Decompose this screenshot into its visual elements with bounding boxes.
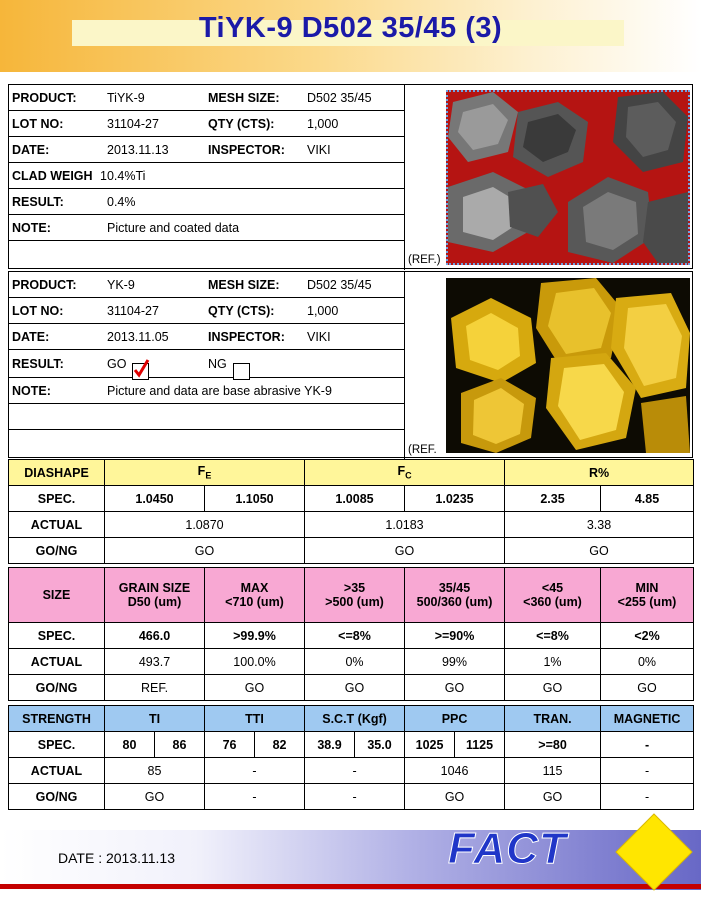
strength-header: STRENGTH — [9, 706, 105, 732]
mesh-label: MESH SIZE: — [208, 278, 280, 292]
table-cell: 1025 — [405, 732, 455, 758]
lot-label: LOT NO: — [12, 304, 64, 318]
footer-date: DATE : 2013.11.13 — [58, 850, 175, 866]
header-line: <710 (um) — [225, 595, 284, 609]
date-label: DATE: — [12, 143, 50, 157]
row-label: SPEC. — [9, 623, 105, 649]
note-value: Picture and coated data — [107, 221, 240, 235]
table-cell: GO — [305, 538, 505, 564]
row-label: ACTUAL — [9, 512, 105, 538]
go-label: GO — [107, 357, 127, 371]
table-cell: - — [601, 758, 694, 784]
table-cell: GO — [405, 675, 505, 701]
table-cell: - — [601, 784, 694, 810]
table-header-row — [9, 568, 694, 623]
grain-size-header — [105, 568, 205, 623]
table-cell: GO — [405, 784, 505, 810]
table-cell: - — [601, 732, 694, 758]
table-cell: 85 — [105, 758, 205, 784]
ref-label: (REF.) — [408, 254, 441, 266]
table-cell: 1.0183 — [305, 512, 505, 538]
table-cell: GO — [601, 675, 694, 701]
ti-header: TI — [105, 706, 205, 732]
coated-diamond-image — [448, 92, 688, 263]
ppc-header: PPC — [405, 706, 505, 732]
table-row — [9, 538, 694, 564]
fe-symbol: F — [197, 464, 206, 479]
row-label: GO/NG — [9, 675, 105, 701]
base-product-info — [8, 271, 693, 458]
page-title: TiYK-9 D502 35/45 (3) — [198, 12, 503, 44]
divider — [404, 85, 405, 270]
fc-subscript: C — [405, 470, 412, 481]
table-cell: 1.0870 — [105, 512, 305, 538]
note-label: NOTE: — [12, 221, 51, 235]
table-cell: 86 — [155, 732, 205, 758]
go-option — [107, 357, 126, 371]
over-35-header — [305, 568, 405, 623]
table-cell: 115 — [505, 758, 601, 784]
table-cell: <2% — [601, 623, 694, 649]
coated-product-info — [8, 84, 693, 269]
table-cell: 1.1050 — [205, 486, 305, 512]
fe-header — [105, 460, 305, 486]
mesh-value: D502 35/45 — [307, 91, 372, 105]
date-value: 2013.11.13 — [107, 143, 169, 157]
row-label: GO/NG — [9, 538, 105, 564]
base-diamond-photo — [446, 278, 690, 453]
lot-value: 31104-27 — [107, 304, 159, 318]
lot-label: LOT NO: — [12, 117, 64, 131]
header-line: >500 (um) — [325, 595, 384, 609]
table-row — [9, 732, 694, 758]
max-header — [205, 568, 305, 623]
checkmark-icon — [133, 359, 150, 378]
lot-value: 31104-27 — [107, 117, 159, 131]
header-line: MAX — [240, 581, 269, 595]
table-row — [9, 784, 694, 810]
ng-label: NG — [208, 357, 227, 371]
ref-label: (REF. — [408, 444, 437, 456]
row-label: ACTUAL — [9, 649, 105, 675]
table-cell: 100.0% — [205, 649, 305, 675]
table-cell: - — [205, 758, 305, 784]
date-value: 2013.11.05 — [107, 330, 169, 344]
tran-header: TRAN. — [505, 706, 601, 732]
table-cell: GO — [105, 784, 205, 810]
footer-stripe — [0, 884, 701, 889]
fc-header — [305, 460, 505, 486]
table-cell: - — [305, 758, 405, 784]
table-cell: GO — [305, 675, 405, 701]
row-label: SPEC. — [9, 732, 105, 758]
base-diamond-image — [446, 278, 690, 453]
date-label: DATE: — [12, 330, 50, 344]
header-line: >35 — [343, 581, 366, 595]
table-cell: 0% — [601, 649, 694, 675]
note-value: Picture and data are base abrasive YK-9 — [107, 384, 332, 398]
table-cell: GO — [505, 784, 601, 810]
diashape-table — [8, 459, 694, 564]
sct-header: S.C.T (Kgf) — [305, 706, 405, 732]
inspector-value: VIKI — [307, 330, 331, 344]
table-cell: GO — [505, 538, 694, 564]
table-cell: 38.9 — [305, 732, 355, 758]
table-cell: GO — [505, 675, 601, 701]
qty-label: QTY (CTS): — [208, 117, 275, 131]
table-row — [9, 486, 694, 512]
inspector-label: INSPECTOR: — [208, 330, 285, 344]
r-percent-header: R% — [505, 460, 694, 486]
table-cell: >99.9% — [205, 623, 305, 649]
table-row — [9, 623, 694, 649]
table-row — [9, 649, 694, 675]
table-cell: 1.0235 — [405, 486, 505, 512]
table-cell: - — [205, 784, 305, 810]
table-cell: GO — [105, 538, 305, 564]
table-cell: - — [305, 784, 405, 810]
fc-symbol: F — [397, 464, 406, 479]
table-cell: GO — [205, 675, 305, 701]
clad-weight-value: 10.4%Ti — [100, 169, 146, 183]
magnetic-header: MAGNETIC — [601, 706, 694, 732]
mesh-value: D502 35/45 — [307, 278, 372, 292]
table-cell: 76 — [205, 732, 255, 758]
table-cell: 80 — [105, 732, 155, 758]
row-label: ACTUAL — [9, 758, 105, 784]
table-header-row — [9, 706, 694, 732]
table-cell: REF. — [105, 675, 205, 701]
diashape-header: DIASHAPE — [9, 460, 105, 486]
table-cell: 1.0450 — [105, 486, 205, 512]
inspector-value: VIKI — [307, 143, 331, 157]
mesh-label: MESH SIZE: — [208, 91, 280, 105]
qty-value: 1,000 — [307, 117, 339, 131]
table-cell: 99% — [405, 649, 505, 675]
table-cell: <=8% — [505, 623, 601, 649]
header-line: 35/45 — [438, 581, 471, 595]
table-row — [9, 675, 694, 701]
table-cell: 1% — [505, 649, 601, 675]
header-line: D50 (um) — [127, 595, 182, 609]
table-cell: 35.0 — [355, 732, 405, 758]
table-cell: <=8% — [305, 623, 405, 649]
result-value: 0.4% — [107, 195, 136, 209]
table-cell: 4.85 — [601, 486, 694, 512]
table-header-row — [9, 460, 694, 486]
coated-diamond-photo — [446, 90, 690, 265]
tti-header: TTI — [205, 706, 305, 732]
size-table — [8, 567, 694, 701]
table-cell: 1046 — [405, 758, 505, 784]
header-line: MIN — [635, 581, 659, 595]
row-label: SPEC. — [9, 486, 105, 512]
product-value: TiYK-9 — [107, 91, 145, 105]
table-cell: 2.35 — [505, 486, 601, 512]
header-line: <255 (um) — [617, 595, 677, 609]
header-line: <360 (um) — [523, 595, 582, 609]
qty-value: 1,000 — [307, 304, 339, 318]
fact-logo: FACT — [448, 824, 567, 873]
product-label: PRODUCT: — [12, 91, 77, 105]
header-line: 500/360 (um) — [416, 595, 493, 609]
table-cell: 0% — [305, 649, 405, 675]
size-header: SIZE — [9, 568, 105, 623]
qty-label: QTY (CTS): — [208, 304, 275, 318]
fe-subscript: E — [205, 470, 212, 481]
product-value: YK-9 — [107, 278, 135, 292]
result-label: RESULT: — [12, 357, 64, 371]
min-header — [601, 568, 694, 623]
strength-table — [8, 705, 694, 810]
result-label: RESULT: — [12, 195, 64, 209]
table-row — [9, 758, 694, 784]
note-label: NOTE: — [12, 384, 51, 398]
table-cell: 3.38 — [505, 512, 694, 538]
row-label: GO/NG — [9, 784, 105, 810]
35-45-header — [405, 568, 505, 623]
table-cell: >=80 — [505, 732, 601, 758]
table-cell: 466.0 — [105, 623, 205, 649]
ng-option — [208, 357, 227, 371]
divider — [404, 272, 405, 459]
header-line: <45 — [541, 581, 564, 595]
clad-weight-label: CLAD WEIGH — [12, 169, 93, 183]
inspector-label: INSPECTOR: — [208, 143, 285, 157]
table-cell: >=90% — [405, 623, 505, 649]
table-cell: 1125 — [455, 732, 505, 758]
table-cell: 493.7 — [105, 649, 205, 675]
diamond-icon — [614, 812, 694, 892]
header-line: GRAIN SIZE — [118, 581, 191, 595]
product-label: PRODUCT: — [12, 278, 77, 292]
table-cell: 1.0085 — [305, 486, 405, 512]
table-row — [9, 512, 694, 538]
under-45-header — [505, 568, 601, 623]
table-cell: 82 — [255, 732, 305, 758]
